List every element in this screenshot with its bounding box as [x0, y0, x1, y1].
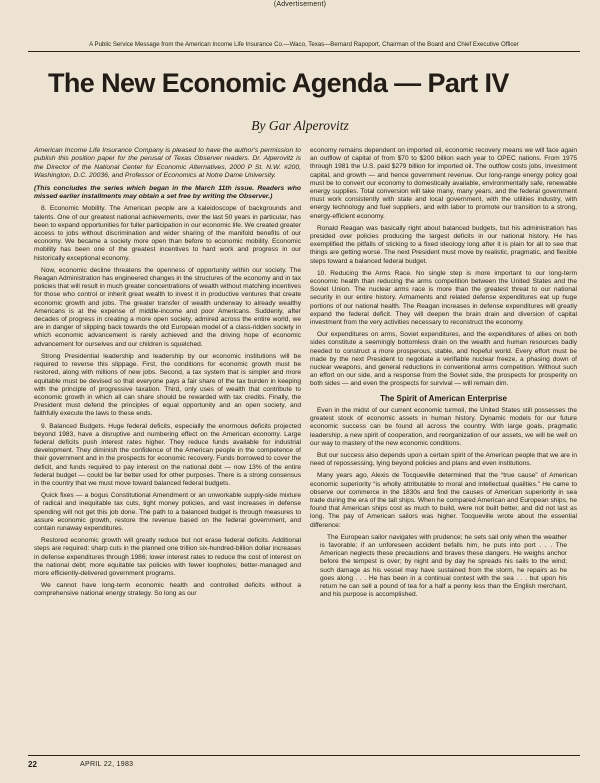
right-column — [310, 147, 577, 753]
paragraph: We cannot have long-term economic health and controlled deficits without a comprehensive national energy strategy. So long as our — [34, 582, 301, 598]
paragraph: Our expenditures on arms, Soviet expenditures, and the expenditures of allies on both sides constitute a seemingly bottomless drain on the wealth and human resources badly needed to construct a more prosperous, stable, and hopeful world. Every effort must be made by the next President to negotiate a verifiable nuclear freeze, a phasing down of nuclear weapons, and general reductions in conventional arms competition. Without such an effort on our side, and a response from the Soviet side, the prospects for prosperity on both sides — and even the prospects for survival — will remain dim. — [310, 331, 577, 388]
tocqueville-quote: The European sailor navigates with prudence; he sets sail only when the weather is favorable; if an unforeseen accident befalls him, he puts into port . . . The American neglects these precautions and braves these dangers. He weighs anchor before the tempest is over; by night and by day he spreads his sails to the wind; such damage as his vessel may have sustained from the storm, he repairs as he goes along . . . He has been in a continual contest with the sea . . . but upon his return he can sell a pound of tea for a half a penny less than the English merchant, and his purpose is accomplished. — [320, 533, 567, 599]
paragraph-arms-race: 10. Reducing the Arms Race. No single step is more important to our long-term economic health than reducing the arms competition between the United States and the Soviet Union. The nuclear arms race is more than the greatest threat to our national security in our entire history. Armaments and related defense expenditures eat up huge portions of our national health. The Reagan increases in defense expenditures will greatly expand the federal deficit. They will deepen the brain drain and diversion of capital investment from the very activities necessary to reconstruct the economy. — [310, 269, 577, 327]
paragraph: economy remains dependent on imported oil, economic recovery means we will face again an outflow of capital of from $70 to $200 billion each year to OPEC nations. From 1975 through 1981 the U.S. paid $279 billion for imported oil. The outflow costs jobs, investment capital, and growth — and hence government revenue. Our long-range energy policy goal must be to convert our economy to domestically available, environmentally safe, renewable energy supplies. Total conversion will take many, many years, and the federal government must work consistently with state and local government, with the utilities industry, with energy technology and fuel suppliers, and with labor to promote our transition to a strong, energy-efficient economy. — [310, 147, 577, 220]
public-service-message: A Public Service Message from the American Income Life Insurance Co.—Waco, Texas—Bernard Rapoport, Chairman of the Board and Chief Executive Officer — [89, 41, 519, 48]
header-rule — [28, 51, 580, 52]
paragraph: Strong Presidential leadership and leadership by our economic institutions will be required to reverse this slippage. First, the conditions for economic growth must be restored, along with millions of new jobs. Second, a tax system that is simpler and more equitable must be devised so that everyone pays a fair share of the tax burden in keeping with the principle of progressive taxation. Third, only uses of wealth that contribute to economic growth in which all can share should be rewarded with tax credits. Finally, the President must defend the principles of equal opportunity and an open society, and faithfully execute the laws to these ends. — [34, 352, 301, 418]
page-number: 22 — [28, 760, 37, 769]
series-note: (This concludes the series which began in the March 11th issue. Readers who missed earlier installments may obtain a set free by writing the Observer.) — [34, 184, 301, 201]
article-byline: By Gar Alperovitz — [251, 118, 349, 133]
paragraph: Even in the midst of our current economic turmoil, the United States still possesses the greatest stock of economic assets in human history. Dynamic models for our future economic success can be found all across the country. With large goals, pragmatic leadership, a new spirit of cooperation, and reorganization of our assets, we will be well on our way to mastery of the new economic conditions. — [310, 406, 577, 447]
paragraph-balanced-budgets: 9. Balanced Budgets. Huge federal deficits, especially the enormous deficits projected beyond 1983, have a disruptive and numbering effect on the American economy. Large federal deficits push interest rates higher. They reduce funds available for industrial development. They diminish the confidence of the American people in the competence of their government and in the prospects for economic recovery. Funds borrowed to cover the deficit, and funds required to pay interest on the national debt — now 13% of the entire federal budget — could be far better used for other purposes. There is a strong consensus in the country that we must move toward balanced federal budgets. — [34, 422, 301, 487]
paragraph: Ronald Reagan was basically right about balanced budgets, but his administration has presided over policies producing the largest deficits in our national history. He has exemplified the pitfalls of sticking to a fixed ideology long after it is plain for all to see that things are getting worse. The next President must move by realistic, pragmatic, and flexible steps toward a balanced federal budget. — [310, 224, 577, 265]
footer-rule — [28, 755, 580, 756]
paragraph: Now, economic decline threatens the openness of opportunity within our society. The Reagan Administration has engineered changes in the structures of the economy and in tax policies that will result in much greater concentrations of wealth without matching incentives for those who control or inherit great wealth to invest it in productive ventures that create economic growth and jobs. The greater transfer of wealth underway to already wealthy Americans is at the expense of middle-income and poor Americans. Suddenly, after decades of progress in creating a more open society, admired across the entire world, we are in danger of slipping back towards the old European model of a class-ridden society in which economic advancement is rarely achieved and the driving hope of economic advancement for ourselves and our children is squelched. — [34, 266, 301, 348]
paragraph: Quick fixes — a bogus Constitutional Amendment or an unworkable supply-side mixture of radical and inequitable tax cuts, tight money policies, and vast increases in defense spending will not get this job done. The path to a balanced budget is through measures to assure economic growth, restore the revenue based on the federal government, and contain runaway expenditures. — [34, 492, 301, 532]
paragraph: Restored economic growth will greatly reduce but not erase federal deficits. Additional steps are required: sharp cuts in the planned one trillion six-hundred-billion dollar increases in defense expenditures through 1986; lower interest rates to reduce the cost of interest on the national debt; more equitable tax policies with fewer loopholes; better-managed and more efficiently-delivered government programs. — [34, 537, 301, 577]
article-title: The New Economic Agenda — Part IV — [48, 68, 509, 98]
paragraph-economic-mobility: 8. Economic Mobility. The American people are a kaleidoscope of backgrounds and talents. One of our greatest national achievements, over the last 50 years in particular, has been to expand opportunities for fuller participation in our economic life. We created greater access to jobs without discrimination and wider sharing of the manifold benefits of our economy. We became a society more open than before to economic mobility. Economic mobility has been one of the greatest incentives to hard work and progress in our historically exceptional economy. — [34, 205, 301, 262]
section-heading: The Spirit of American Enterprise — [380, 393, 507, 403]
left-column — [34, 147, 301, 753]
issue-date: APRIL 22, 1983 — [80, 761, 134, 768]
intro-paragraph: American Income Life Insurance Company is pleased to have the author's permission to publish this position paper for the perusal of Texas Observer readers. Dr. Alperovitz is the Director of the National Center for Economic Alternatives, 2000 P St. N.W. #200, Washington, D.C. 20036, and Professor of Economics at Notre Dame University. — [34, 147, 301, 180]
paragraph: Many years ago, Alexis de Tocqueville determined that the “true cause” of American economic superiority “is wholly attributable to moral and intellectual qualities.” He came to observe our commerce in the 1830s and find the causes of American superiority in sea trade during the era of the tall ships. When he compared American and European ships, he found that American ships cost as much to build, were not built better, and did not last as long. The pay of American sailors was higher. Tocqueville wrote about the essential difference: — [310, 472, 577, 529]
paragraph: But our success also depends upon a certain spirit of the American people that we are in need of repossessing, lying beyond policies and plans and even institutions. — [310, 451, 577, 468]
advertisement-label: (Advertisement) — [273, 1, 327, 8]
